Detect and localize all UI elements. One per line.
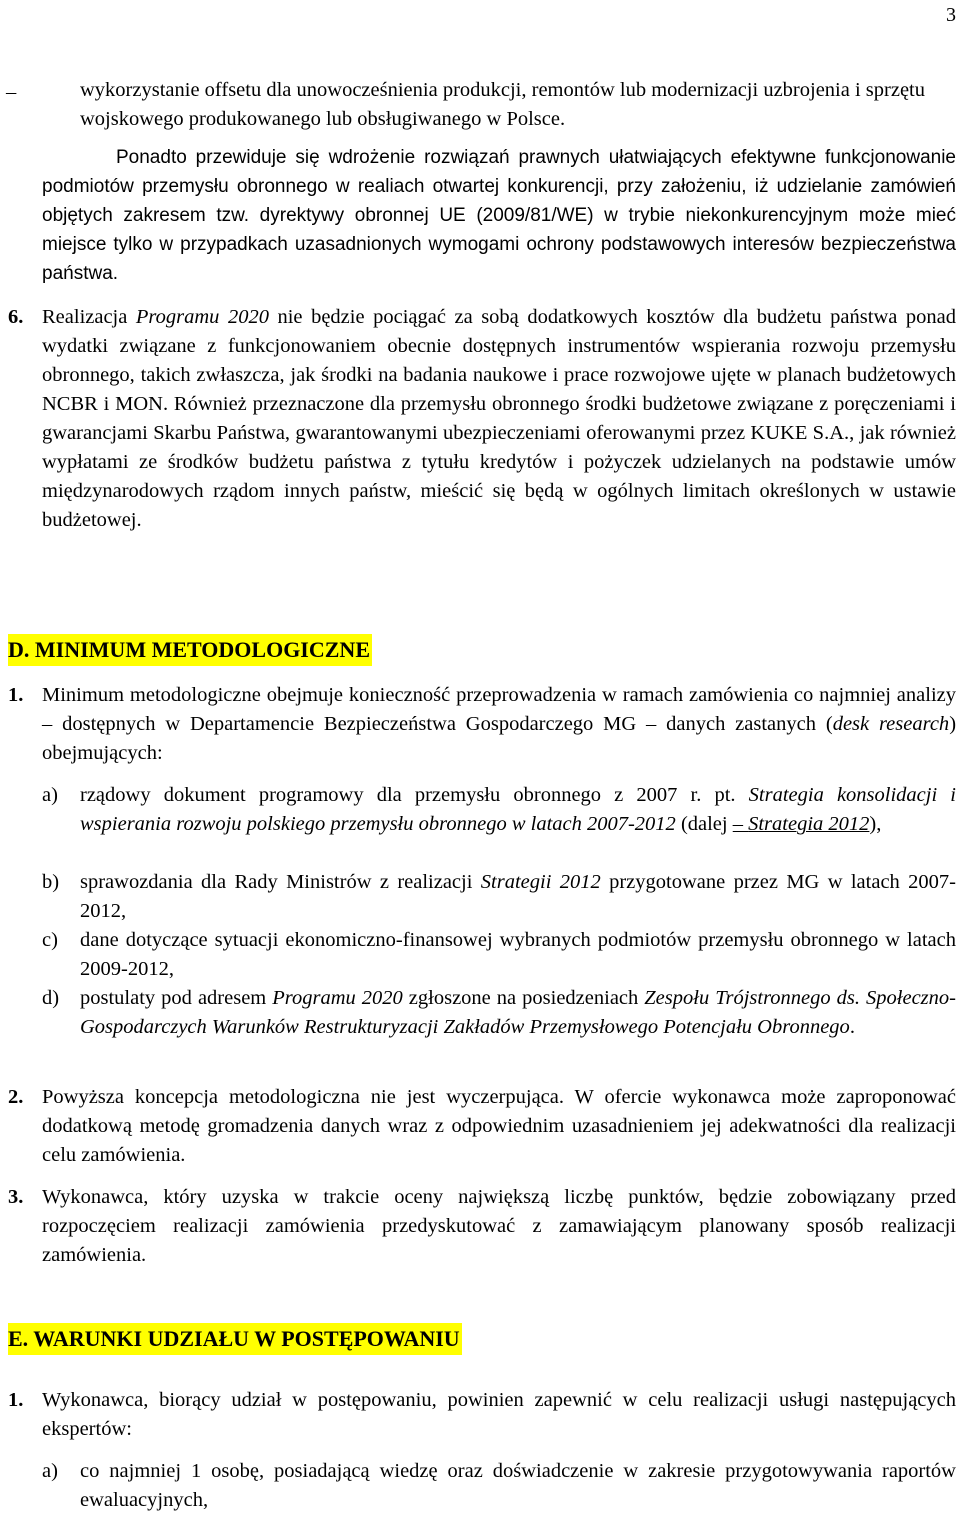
d-sub-b-label: b) [42, 871, 60, 893]
d-sub-a-text-part: rządowy dokument programowy dla przemysłu obronnego z 2007 r. pt. [80, 784, 749, 806]
page-number: 3 [946, 4, 956, 26]
e-item-1-text: Wykonawca, biorący udział w postępowaniu, powinien zapewnić w celu realizacji usługi następujących ekspertów: [42, 1389, 956, 1440]
e-item-1-number: 1. [8, 1389, 24, 1411]
e-sub-a-label: a) [42, 1460, 58, 1482]
d-item-1-desk-research: desk research [832, 713, 950, 735]
d-sub-b-text-part: przygotowane przez MG w latach 2007-2012, [80, 871, 956, 922]
d-sub-b-strategy-title: Strategii 2012 [480, 871, 601, 893]
e-sub-a-text: co najmniej 1 osobę, posiadającą wiedzę oraz doświadczenie w zakresie przygotowywania raportów ewaluacyjnych, [80, 1460, 956, 1511]
d-item-1-text-part: Minimum metodologiczne obejmuje konieczność przeprowadzenia w ramach zamówienia co najmniej analizy – dostępnych w Departamencie Bezpieczeństwa Gospodarczego MG – danych zastanych ( [42, 684, 956, 735]
d-sub-d-team-name: Zespołu Trójstronnego ds. Społeczno-Gospodarczych Warunków Restrukturyzacji Zakładów Przemysłowego Potencjału Obronnego [80, 987, 956, 1038]
d-item-2-number: 2. [8, 1086, 24, 1108]
d-item-3-text: Wykonawca, który uzyska w trakcie oceny największą liczbę punktów, będzie zobowiązany przed rozpoczęciem realizacji zamówienia przedyskutować z zamawiającym planowany sposób realizacji zamówienia. [42, 1186, 956, 1266]
d-sub-d-program-title: Programu 2020 [272, 987, 403, 1009]
section-d-heading: D. MINIMUM METODOLOGICZNE [8, 634, 372, 666]
d-sub-c-label: c) [42, 929, 58, 951]
d-sub-a-underlined [733, 813, 870, 835]
d-sub-d-text-part: . [849, 1016, 855, 1038]
item-6-text-part: Realizacja [42, 306, 136, 328]
d-item-1-text [42, 681, 956, 768]
item-6-program-title: Programu 2020 [135, 306, 269, 328]
d-item-2-text: Powyższa koncepcja metodologiczna nie jest wyczerpująca. W ofercie wykonawca może zaproponować dodatkową metodę gromadzenia danych wraz z odpowiednim uzasadnieniem jej adekwatności dla realizacji celu zamówienia. [42, 1086, 956, 1166]
d-sub-a-strategy-title: Strategia konsolidacji i wspierania rozwoju polskiego przemysłu obronnego w latach 2007-2012 [80, 784, 956, 835]
paragraph-ponadto: Ponadto przewiduje się wdrożenie rozwiązań prawnych ułatwiających efektywne funkcjonowanie podmiotów przemysłu obronnego w realiach otwartej konkurencji, przy założeniu, iż udzielanie zamówień objętych zakresem tzw. dyrektywy obronnej UE (2009/81/WE) w trybie niekonkurencyjnym może mieć miejsce tylko w przypadkach uzasadnionych wymogami ochrony podstawowych interesów bezpieczeństwa państwa. [42, 147, 956, 284]
d-sub-d-text-part: zgłoszone na posiedzeniach [402, 987, 645, 1009]
d-sub-a-text-part: ), [869, 813, 882, 835]
d-sub-a-underlined-dash: – [732, 813, 749, 835]
d-item-1-text-part: ) obejmujących: [42, 713, 957, 764]
bullet-offset-text: wykorzystanie offsetu dla unowocześnienia produkcji, remontów lub modernizacji uzbrojenia i sprzętu wojskowego produkowanego lub obsługiwanego w Polsce. [80, 79, 925, 130]
d-sub-a-label: a) [42, 784, 58, 806]
section-e-heading: E. WARUNKI UDZIAŁU W POSTĘPOWANIU [8, 1323, 462, 1355]
d-sub-a-text-part: (dalej [675, 813, 733, 835]
d-sub-b-text-part: sprawozdania dla Rady Ministrów z realizacji [80, 871, 481, 893]
d-sub-d-text [80, 984, 956, 1042]
d-sub-b-text [80, 868, 956, 926]
item-6-text [42, 303, 956, 535]
bullet-dash: – [6, 81, 17, 103]
d-sub-a-strategy-short: Strategia 2012 [748, 813, 870, 835]
d-item-3-number: 3. [8, 1186, 24, 1208]
d-sub-a-text [80, 781, 956, 839]
d-sub-c-text: dane dotyczące sytuacji ekonomiczno-finansowej wybranych podmiotów przemysłu obronnego w latach 2009-2012, [80, 929, 956, 980]
item-6-number: 6. [8, 306, 24, 328]
d-sub-d-text-part: postulaty pod adresem [80, 987, 273, 1009]
d-item-1-number: 1. [8, 684, 24, 706]
d-sub-d-label: d) [42, 987, 60, 1009]
item-6-text-part: nie będzie pociągać za sobą dodatkowych kosztów dla budżetu państwa ponad wydatki związane z funkcjonowaniem obecnie dostępnych instrumentów wspierania rozwoju przemysłu obronnego, takich zwłaszcza, jak środki na badania naukowe i prace rozwojowe ujęte w planach budżetowych NCBR i MON. Również przeznaczone dla przemysłu obronnego środki budżetowe związane z poręczeniami i gwarancjami Skarbu Państwa, gwarantowanymi ubezpieczeniami oferowanymi przez KUKE S.A., jak również wypłatami ze środków budżetu państwa z tytułu kredytów i pożyczek udzielanych na podstawie umów międzynarodowych rządom innych państw, mieścić się będą w ogólnych limitach określonych w ustawie budżetowej. [42, 306, 956, 531]
